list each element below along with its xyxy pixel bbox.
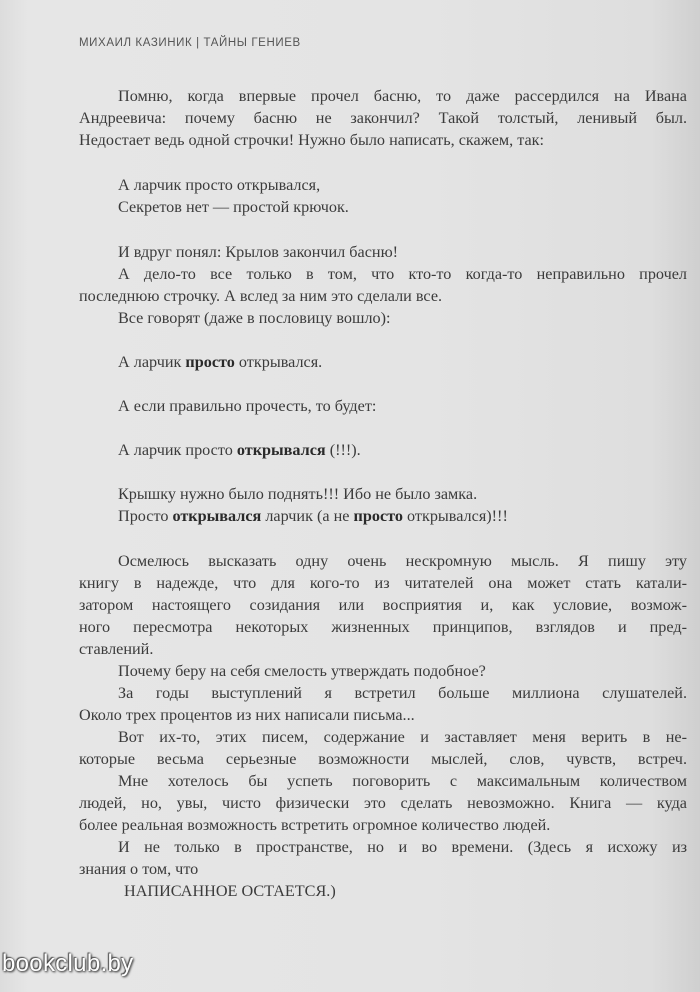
text-line: Осмелюсь высказать одну очень нескромную мысль. Я пишу эту: [118, 552, 687, 570]
running-head: МИХАИЛ КАЗИНИК | ТАЙНЫ ГЕНИЕВ: [79, 37, 301, 49]
text-line: последнюю строчку. А вслед за ним это сделали все.: [79, 287, 443, 305]
text-line: Почему беру на себя смелость утверждать подобное?: [118, 662, 486, 680]
verse-line: Секретов нет — простой крючок.: [118, 198, 349, 216]
text-line: Просто открывался ларчик (а не просто открывался)!!!: [118, 507, 508, 525]
text-line: Крышку нужно было поднять!!! Ибо не было замка.: [118, 485, 478, 503]
text-line: А если правильно прочесть, то будет:: [118, 397, 377, 415]
text-line: затором настоящего созидания или восприятия и, как условие, возмож-: [79, 596, 687, 614]
text-line: которые весьма серьезные возможности мыслей, слов, чувств, встреч.: [79, 750, 687, 768]
text-line: Недостает ведь одной строчки! Нужно было написать, скажем, так:: [79, 131, 545, 149]
text-line: более реальная возможность встретить огромное количество людей.: [79, 816, 551, 834]
text-line: книгу в надежде, что для кого-то из читателей она может стать катали-: [79, 574, 687, 592]
text-line: Около трех процентов из них написали письма...: [79, 706, 415, 724]
text-line: И не только в пространстве, но и во времени. (Здесь я исхожу из: [118, 838, 687, 856]
emphasis: просто: [185, 353, 235, 371]
text-line: ного пересмотра некоторых жизненных принципов, взглядов и пред-: [79, 618, 687, 636]
text-line: Мне хотелось бы успеть поговорить с максимальным количеством: [118, 772, 687, 790]
text-line: знания о том, что: [79, 860, 199, 878]
text-line: ставлений.: [79, 640, 154, 658]
text-line: НАПИСАННОЕ ОСТАЕТСЯ.): [124, 882, 336, 900]
verse-line: А ларчик просто открывался,: [118, 176, 321, 194]
text-line: Вот их-то, этих писем, содержание и заставляет меня верить в не-: [118, 728, 687, 746]
text-line: И вдруг понял: Крылов закончил басню!: [118, 243, 399, 261]
text-line: Все говорят (даже в пословицу вошло):: [118, 309, 391, 327]
text-line: Андреевича: почему басню не закончил? Такой толстый, ленивый был.: [79, 109, 687, 127]
text-line: За годы выступлений я встретил больше миллиона слушателей.: [118, 684, 687, 702]
text-line: людей, но, увы, чисто физически это сделать невозможно. Книга — куда: [79, 794, 687, 812]
emphasis: открывался: [236, 441, 326, 459]
emphasis: открывался: [172, 507, 262, 525]
quote-line: А ларчик просто открывался.: [118, 353, 323, 371]
watermark-logo: bookclub.by: [2, 950, 134, 977]
quote-line: А ларчик просто открывался (!!!).: [118, 441, 361, 459]
text-line: Помню, когда впервые прочел басню, то даже рассердился на Ивана: [118, 87, 687, 105]
text-line: А дело-то все только в том, что кто-то когда-то неправильно прочел: [118, 265, 687, 283]
emphasis: просто: [353, 507, 403, 525]
